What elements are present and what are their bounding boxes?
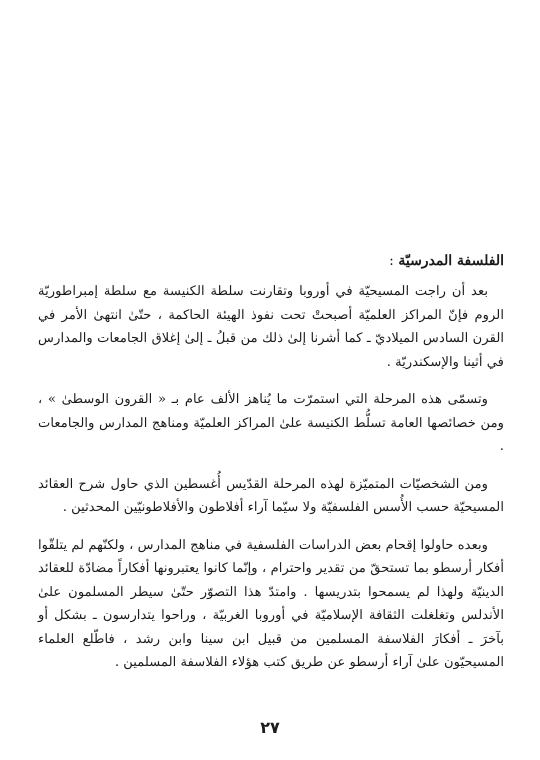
paragraph-4: وبعده حاولوا إقحام بعض الدراسات الفلسفية في مناهج المدارس ، ولكنّهم لم يتلقّوا أفكار أرسطو بما تستحقّ من تقدير واحترام ، وإنّما كانوا يعتبرونها أفكاراً مضادّة للعقائد الدينيّة ولهذا لم يسمحوا بتدريسها . وامتدّ هذا التصوّر حتّىٰ سيطر المسلمون علىٰ الأندلس وتغلغلت الثقافة الإسلاميّة في أوروبا الغربيّة ، وراحوا يتدارسون ـ بشكل أو بآخرَ ـ أفكارَ الفلاسفة المسلمين من قبيل ابن سينا وابن رشد ، فاطّلع العلماء المسيحيّون علىٰ آراء أرسطو عن طريق كتب هؤلاء الفلاسفة المسلمين . <box>38 537 504 670</box>
section-title: الفلسفة المدرسيّة <box>398 253 504 269</box>
paragraph-2: وتسمّى هذه المرحلة التي استمرّت ما يُناهز الألف عام بـ « القرون الوسطىٰ » ، ومن خصائصها العامة تسلُّط الكنيسة علىٰ المراكز العلميّة ومناهج المدارس والجامعات . <box>38 392 504 454</box>
paragraph-3: ومن الشخصيّات المتميّزة لهذه المرحلة القدّيس أُغسطين الذي حاول شرح العقائد المسيحيّة حسب الأُسس الفلسفيّة ولا سيّما آراء أفلاطون والأفلاطونيّين المحدثين . <box>38 476 504 515</box>
section-heading <box>38 248 504 274</box>
paragraph-1: بعد أن راجت المسيحيّة في أوروبا وتقارنت سلطة الكنيسة مع سلطة إمبراطوريّة الروم فإنّ المراكز العلميّة أصبحتْ تحت نفوذ الهيئة الحاكمة ، حتّىٰ انتهىٰ الأمر في القرن السادس الميلاديّ ـ كما أشرنا إلىٰ ذلك من قبلُ ـ إلىٰ إغلاق الجامعات والمدارس في أثينا والإسكندريّة . <box>38 284 504 370</box>
page-body <box>38 248 504 689</box>
page-number: ٢٧ <box>260 718 280 737</box>
heading-colon: : <box>389 253 399 269</box>
